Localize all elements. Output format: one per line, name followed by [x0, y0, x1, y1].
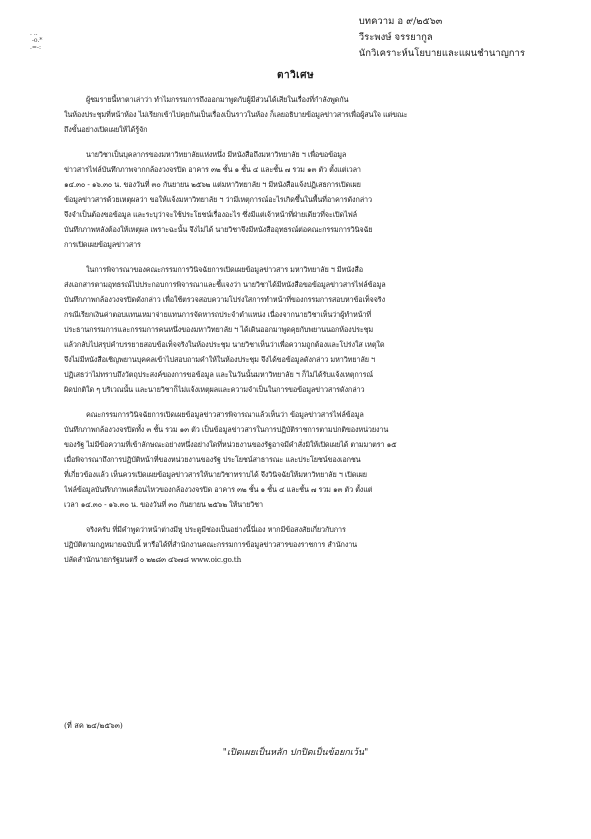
paragraph-line: ในการพิจารณาของคณะกรรมการวินิจฉัยการเปิดเผยข้อมูลข่าวสาร มหาวิทยาลัย ฯ มีหนังสือ	[86, 265, 363, 274]
paragraph-line: ประธานกรรมการและกรรมการคนหนึ่งของมหาวิทยาลัย ฯ ได้เดินออกมาพูดคุยกับพยานนอกห้องประชุม	[64, 325, 374, 334]
paragraph-line: บันทึกภาพกล้องวงจรปิดดังกล่าว เพื่อใช้ตรวจสอบความโปร่งใสการทำหน้าที่ของกรรมการสอบหาข้อเท็จจริง	[64, 295, 385, 304]
article-title: ตาวิเศษ	[276, 70, 315, 81]
paragraph-line: ข่าวสารไฟล์บันทึกภาพจากกล้องวงจรปิด อาคาร ๓๒ ชั้น ๑ ชั้น ๔ และชั้น ๗ รวม ๑๓ ตัว ตั้งแต่เวลา	[64, 165, 361, 174]
motto: "เปิดเผยเป็นหลัก ปกปิดเป็นข้อยกเว้น"	[222, 748, 369, 758]
paragraph-line: ๑๔.๓๐ - ๑๖.๓๐ น. ของวันที่ ๓๐ กันยายน ๒๕๖๒ แต่มหาวิทยาลัย ฯ มีหนังสือแจ้งปฏิเสธการเปิดเผย	[64, 180, 361, 189]
paragraph	[64, 407, 530, 512]
paragraph-line: ที่เกี่ยวข้องแล้ว เห็นควรเปิดเผยข้อมูลข่าวสารให้นายวิชาทราบได้ จึงวินิจฉัยให้มหาวิทยาลัย ฯ เปิดเผย	[64, 470, 367, 479]
paragraph-line: จึงไม่มีหนังสือเชิญพยานบุคคลเข้าไปสอบถามคำให้ในห้องประชุม จึงได้ขอข้อมูลดังกล่าว มหาวิทยาลัย ฯ	[64, 355, 375, 364]
article-body	[64, 92, 530, 577]
paragraph	[64, 147, 530, 252]
author-name: วีระพงษ์ จรรยากูล	[358, 32, 433, 43]
paragraph-line: คณะกรรมการวินิจฉัยการเปิดเผยข้อมูลข่าวสารพิจารณาแล้วเห็นว่า ข้อมูลข่าวสารไฟล์ข้อมูล	[86, 410, 364, 419]
paragraph-line: การเปิดเผยข้อมูลข่าวสาร	[64, 240, 141, 249]
paragraph	[64, 262, 530, 397]
paragraph	[64, 522, 530, 567]
issue-number: บทความ อ ๙/๒๕๖๓	[358, 16, 443, 27]
paragraph-line: นายวิชาเป็นบุคลากรของมหาวิทยาลัยแห่งหนึ่ง มีหนังสือถึงมหาวิทยาลัย ฯ เพื่อขอข้อมูล	[86, 150, 347, 159]
paragraph	[64, 92, 530, 137]
paragraph-line: ผู้ชมรายนี้หาตาเล่าว่า ทำไมกรรมการถึงออกมาพูดกับผู้มีส่วนได้เสียในเรื่องที่กำลังพูดกัน	[86, 95, 349, 104]
paragraph-line: บันทึกภาพหลังต้องให้เหตุผล เพราะฉะนั้น จึงไม่ได้ นายวิชาจึงมีหนังสืออุทธรณ์ต่อคณะกรรมการวินิจฉัย	[64, 225, 373, 234]
corner-mark: . .. -o.* .=-:	[30, 30, 43, 51]
paragraph-line: ข้อมูลข่าวสารด้วยเหตุผลว่า ขอให้แจ้งมหาวิทยาลัย ฯ ว่ามีเหตุการณ์อะไรเกิดขึ้นในพื้นที่อาคารดังกล่าว	[64, 195, 372, 204]
paragraph-line: ผิดปกติใด ๆ บริเวณนั้น และนายวิชาก็ไม่แจ้งเหตุผลและความจำเป็นในการขอข้อมูลข่าวสารดังกล่าว	[64, 385, 365, 394]
paragraph-line: ปลัดสำนักนายกรัฐมนตรี ๐ ๒๒๘๓ ๔๖๗๘ www.oic.go.th	[64, 555, 242, 564]
paragraph-line: แล้วกลับไปสรุปคำบรรยายสอบข้อเท็จจริงในห้องประชุม นายวิชาเห็นว่าเพื่อความถูกต้องและโปร่งใส เหตุใด	[64, 340, 385, 349]
paragraph-line: บันทึกภาพกล้องวงจรปิดทั้ง ๓ ชั้น รวม ๑๓ ตัว เป็นข้อมูลข่าวสารในการปฏิบัติราชการตามปกติของหน่วยงาน	[64, 425, 389, 434]
document-header	[359, 14, 525, 62]
paragraph-line: กรณีเรียกเงินค่าตอบแทนเหมาจ่ายแทนการจัดหารถประจำตำแหน่ง เนื่องจากนายวิชาเห็นว่าผู้ทำหน้าที่	[64, 310, 372, 319]
paragraph-line: จริงครับ ที่มีคำพูดว่าหน้าต่างมีหู ประตูมีช่องเป็นอย่างนี้นี่เอง หากมีข้อสงสัยเกี่ยวกับการ	[86, 525, 346, 534]
paragraph-line: ปฏิเสธว่าไม่ทราบถึงวัตถุประสงค์ของการขอข้อมูล และในวันนั้นมหาวิทยาลัย ฯ ก็ไม่ได้รับแจ้งเหตุการณ์	[64, 370, 373, 379]
paragraph-line: ถึงขั้นอย่างเปิดเผยให้ได้รู้จัก	[64, 125, 148, 134]
paragraph-line: เวลา ๑๔.๓๐ - ๑๖.๓๐ น. ของวันที่ ๓๐ กันยายน ๒๕๖๒ ให้นายวิชา	[64, 500, 263, 509]
reference-number: (ที่ สค ๒๔/๒๕๖๓)	[64, 721, 123, 730]
paragraph-line: ไฟล์ข้อมูลบันทึกภาพเคลื่อนไหวของกล้องวงจรปิด อาคาร ๓๒ ชั้น ๑ ชั้น ๔ และชั้น ๗ รวม ๑๓ ตัว ตั้งแต่	[64, 485, 373, 494]
paragraph-line: ส่งเอกสารตามอุทธรณ์ไปประกอบการพิจารณาและชี้แจงว่า นายวิชาได้มีหนังสือขอข้อมูลข่าวสารไฟล์ข้อมูล	[64, 280, 386, 289]
paragraph-line: จึงจำเป็นต้องขอข้อมูล และระบุว่าจะใช้ประโยชน์เรื่องอะไร ซึ่งมีแต่เจ้าหน้าที่ฝ่ายเดียวที่จะเปิดไฟล์	[64, 210, 357, 219]
paragraph-line: เมื่อพิจารณาถึงการปฏิบัติหน้าที่ของหน่วยงานของรัฐ ประโยชน์สาธารณะ และประโยชน์ของเอกชน	[64, 455, 361, 464]
paragraph-line: ปฏิบัติตามกฎหมายฉบับนี้ หารือได้ที่สำนักงานคณะกรรมการข้อมูลข่าวสารของราชการ สำนักงาน	[64, 540, 358, 549]
paragraph-line: ในห้องประชุมที่หน้าห้อง ไม่เรียกเข้าไปคุยกันเป็นเรื่องเป็นราวในห้อง ก็เลยอธิบายข้อมูลข่าวสารเพื่อผู้สนใจ แต่ขณะ	[64, 110, 408, 119]
author-position: นักวิเคราะห์นโยบายและแผนชำนาญการ	[358, 48, 525, 59]
paragraph-line: ของรัฐ ไม่มีข้อความที่เข้าลักษณะอย่างหนึ่งอย่างใดที่หน่วยงานของรัฐอาจมีคำสั่งมิให้เปิดเผยได้ ตามมาตรา ๑๕	[64, 440, 397, 449]
